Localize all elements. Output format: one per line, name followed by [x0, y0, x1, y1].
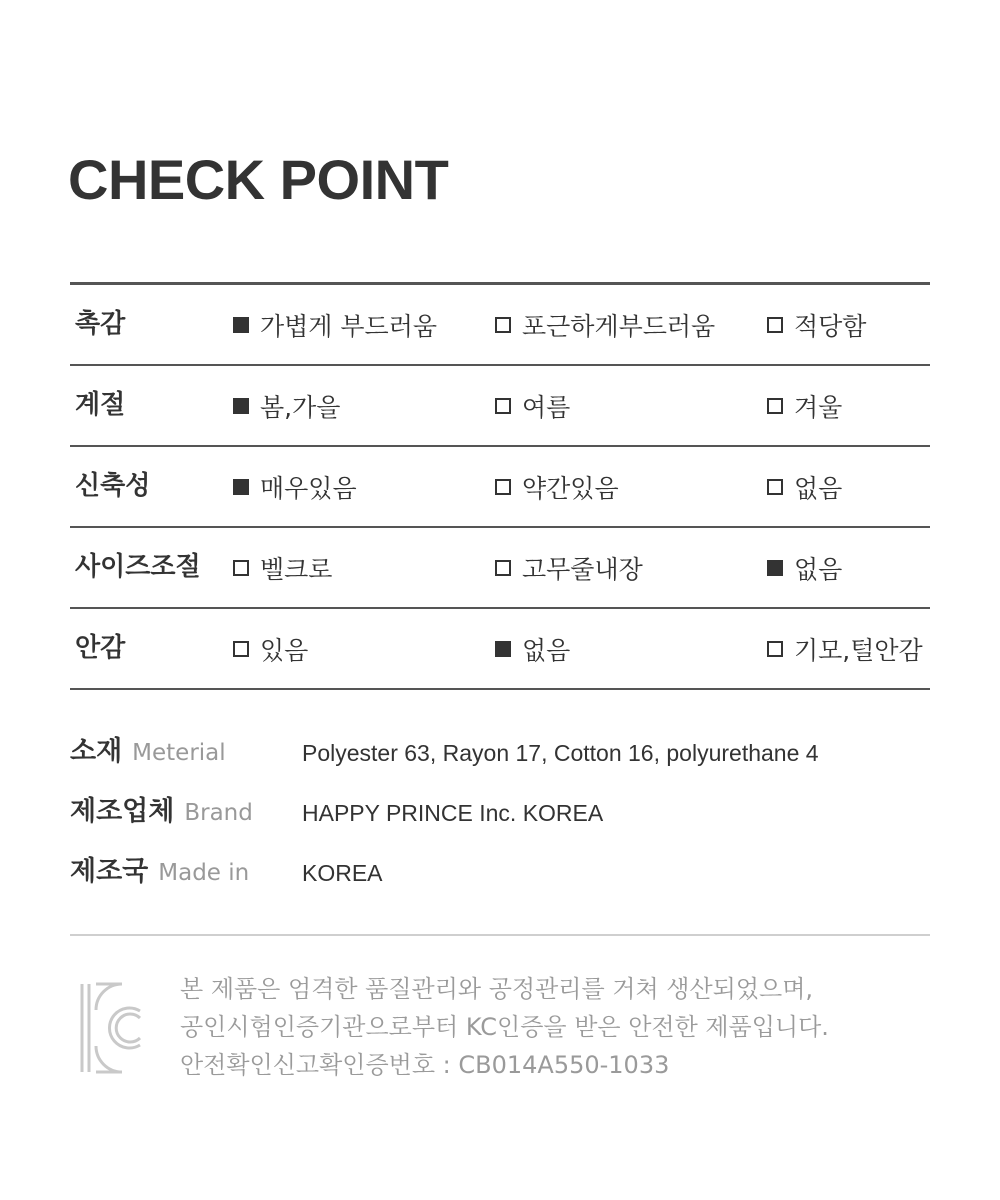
- option: [495, 285, 715, 364]
- option-label: 없음: [794, 473, 843, 503]
- info-label-en: Meterial: [132, 740, 226, 766]
- info-label: [70, 788, 253, 837]
- checkbox-unchecked-icon: [495, 479, 511, 495]
- option-label: 없음: [522, 635, 571, 665]
- table-row: [70, 366, 930, 447]
- checkbox-checked-icon: [233, 398, 249, 414]
- option: [767, 366, 842, 445]
- row-label: 안감: [75, 633, 126, 663]
- checkbox-unchecked-icon: [767, 317, 783, 333]
- info-label-ko: 제조국: [70, 856, 149, 887]
- info-label: [70, 848, 249, 897]
- info-label-ko: 소재: [70, 736, 123, 767]
- info-value: HAPPY PRINCE Inc. KOREA: [302, 800, 604, 826]
- checkbox-checked-icon: [233, 317, 249, 333]
- checkbox-unchecked-icon: [495, 398, 511, 414]
- checkbox-unchecked-icon: [233, 641, 249, 657]
- checkbox-unchecked-icon: [495, 560, 511, 576]
- checkbox-checked-icon: [767, 560, 783, 576]
- row-label: 촉감: [75, 309, 126, 339]
- info-value: Polyester 63, Rayon 17, Cotton 16, polyurethane 4: [302, 740, 819, 766]
- option-label: 여름: [522, 392, 571, 422]
- option: [767, 609, 923, 688]
- option-label: 벨크로: [260, 554, 333, 584]
- option-label: 가볍게 부드러움: [260, 311, 437, 341]
- kc-mark-icon: [80, 982, 142, 1074]
- option-label: 적당함: [794, 311, 867, 341]
- option-label: 있음: [260, 635, 309, 665]
- option: [495, 447, 619, 526]
- option-label: 약간있음: [522, 473, 619, 503]
- option: [233, 528, 332, 607]
- notice-line: 공인시험인증기관으로부터 KC인증을 받은 안전한 제품입니다.: [180, 1013, 829, 1041]
- option: [767, 528, 842, 607]
- product-info: [70, 728, 930, 908]
- row-label: 신축성: [75, 471, 151, 501]
- option-label: 포근하게부드러움: [522, 311, 716, 341]
- option: [233, 447, 357, 526]
- table-row: [70, 528, 930, 609]
- table-row: [70, 285, 930, 366]
- option-label: 봄,가을: [260, 392, 341, 422]
- info-row-brand: [70, 788, 930, 848]
- row-label: 계절: [75, 390, 126, 420]
- option-label: 고무줄내장: [522, 554, 643, 584]
- notice-line: 안전확인신고확인증번호 : CB014A550-1033: [180, 1051, 670, 1079]
- option: [495, 366, 570, 445]
- option-label: 없음: [794, 554, 843, 584]
- info-row-made-in: [70, 848, 930, 908]
- option: [767, 447, 842, 526]
- option: [495, 528, 643, 607]
- checkbox-checked-icon: [495, 641, 511, 657]
- page-title: CHECK POINT: [68, 148, 449, 211]
- option: [233, 609, 308, 688]
- notice-line: 본 제품은 엄격한 품질관리와 공정관리를 거쳐 생산되었으며,: [180, 975, 814, 1003]
- info-label-en: Made in: [158, 860, 250, 886]
- option: [233, 366, 340, 445]
- checkbox-unchecked-icon: [767, 479, 783, 495]
- info-row-material: [70, 728, 930, 788]
- section-divider: [70, 934, 930, 936]
- checkbox-unchecked-icon: [233, 560, 249, 576]
- table-row: [70, 447, 930, 528]
- option: [233, 285, 437, 364]
- info-value: KOREA: [302, 860, 383, 886]
- checkbox-unchecked-icon: [767, 398, 783, 414]
- option: [767, 285, 866, 364]
- check-point-table: [70, 282, 930, 690]
- info-label: [70, 728, 226, 777]
- checkbox-unchecked-icon: [767, 641, 783, 657]
- info-label-ko: 제조업체: [70, 796, 175, 827]
- info-label-en: Brand: [184, 800, 253, 826]
- certification-notice: [180, 970, 829, 1084]
- option-label: 매우있음: [260, 473, 357, 503]
- checkbox-checked-icon: [233, 479, 249, 495]
- option-label: 기모,털안감: [794, 635, 923, 665]
- option: [495, 609, 570, 688]
- table-row: [70, 609, 930, 690]
- checkbox-unchecked-icon: [495, 317, 511, 333]
- row-label: 사이즈조절: [75, 552, 201, 582]
- option-label: 겨울: [794, 392, 843, 422]
